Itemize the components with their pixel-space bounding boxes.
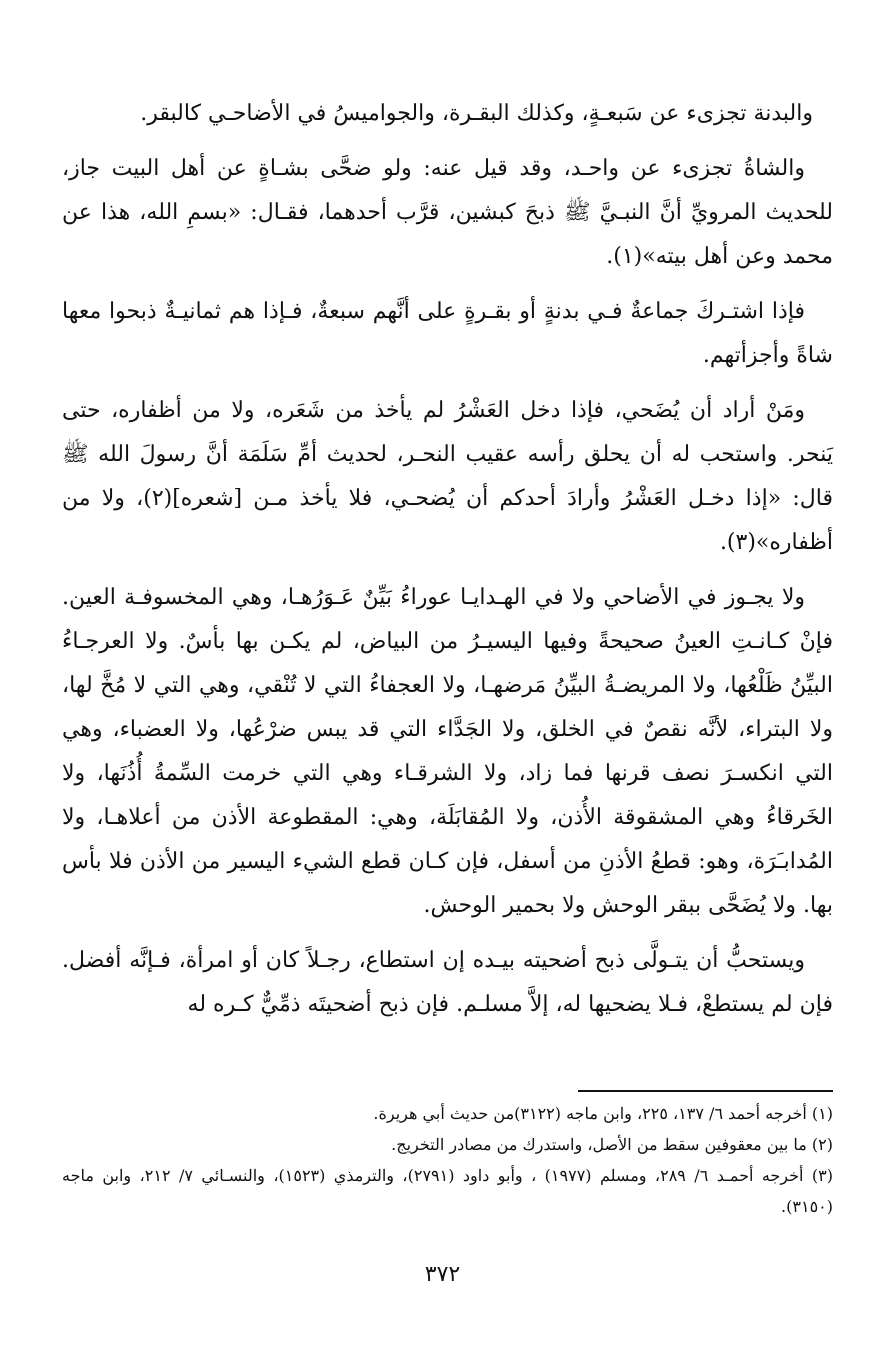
paragraph-shah: والشاةُ تجزىء عن واحـد، وقد قيل عنه: ولو ضحَّى بشـاةٍ عن أهل البيت جاز، للحديث المرويِّ أنَّ النبـيَّ ﷺ ذبحَ كبشين، قرَّب أحدهما، فقـال: «بسمِ الله، هذا عن محمد وعن أهل بيته»(١). bbox=[62, 156, 834, 269]
paragraph-uyub: ولا يجـوز في الأضاحي ولا في الهـدايـا عوراءُ بَيِّنٌ عَـوَرُهـا، وهي المخسوفـة العين. فإنْ كـانـتِ العينُ صحيحةً وفيها اليسيـرُ من البياض، لم يكـن بها بأسٌ. ولا العرجـاءُ البيِّنُ ظَلْعُها، ولا المريضـةُ البيِّنُ مَرضهـا، ولا العجفاءُ التي لا تُنْقي، وهي التي لا مُخَّ لها، ولا البتراء، لأنَّه نقصٌ في الخلق، ولا الجَدَّاء التي قد يبس ضرْعُها، ولا العضباء، وهي التي انكسـرَ نصف قرنها فما زاد، ولا الشرقـاء وهي التي خرمت السِّمةُ أُذُنَها، ولا الخَرقاءُ وهي المشقوقة الأُذن، ولا المُقابَلَة، وهي: المقطوعة الأذن من أعلاهـا، ولا المُدابـَرَة، وهو: قطعُ الأذنِ من أسفل، فإن كـان قطع الشيء اليسير من الأذن فلا بأس بها. ولا يُضَحَّى ببقر الوحش ولا بحمير الوحش. bbox=[62, 585, 833, 918]
footnote-2: (٢) ما بين معقوفين سقط من الأصل، واستدرك من مصادر التخريج. bbox=[391, 1135, 833, 1154]
main-text bbox=[62, 92, 833, 1038]
footnote-divider bbox=[578, 1090, 833, 1092]
footnote-1: (١) أخرجه أحمد ٦/ ١٣٧، ٢٢٥، وابن ماجه (٣١٢٢)من حديث أبي هريرة. bbox=[373, 1104, 833, 1123]
paragraph-budna: والبدنة تجزىء عن سَبعـةٍ، وكذلك البقـرة، والجواميسُ في الأضاحـي كالبقر. bbox=[140, 101, 813, 126]
paragraph-dhabh: ويستحبُّ أن يتـولَّى ذبح أضحيته بيـده إن استطاع، رجـلاً كان أو امرأة، فـإنَّه أفضل. فإن لم يستطعْ، فـلا يضحيها له، إلاَّ مسلـم. فإن ذبح أضحيتَه ذمِّيٌّ كـره له bbox=[62, 948, 833, 1017]
footnotes bbox=[62, 1098, 833, 1222]
paragraph-ashr: ومَنْ أراد أن يُضَحي، فإذا دخل العَشْرُ لم يأخذ من شَعَره، ولا من أظفاره، حتى يَنحر. واستحب له أن يحلق رأسه عقيب النحـر، لحديث أمِّ سَلَمَة أنَّ رسولَ الله ﷺ قال: «إذا دخـل العَشْرُ وأرادَ أحدكم أن يُضحـي، فلا يأخذ مـن [شعره](٢)، ولا من أظفاره»(٣). bbox=[62, 398, 834, 555]
page-number: ٣٧٢ bbox=[424, 1262, 461, 1287]
paragraph-ishtirak: فإذا اشتـركَ جماعةٌ فـي بدنةٍ أو بقـرةٍ على أنَّهم سبعةٌ، فـإذا هم ثمانيـةٌ ذبحوا معها شاةً وأجزأتهم. bbox=[62, 299, 833, 368]
footnote-3: (٣) أخرجه أحمـد ٦/ ٢٨٩، ومسلم (١٩٧٧) ، وأبو داود (٢٧٩١)، والترمذي (١٥٢٣)، والنسـائي ٧/ ٢١٢، وابن ماجه (٣١٥٠). bbox=[62, 1166, 833, 1216]
